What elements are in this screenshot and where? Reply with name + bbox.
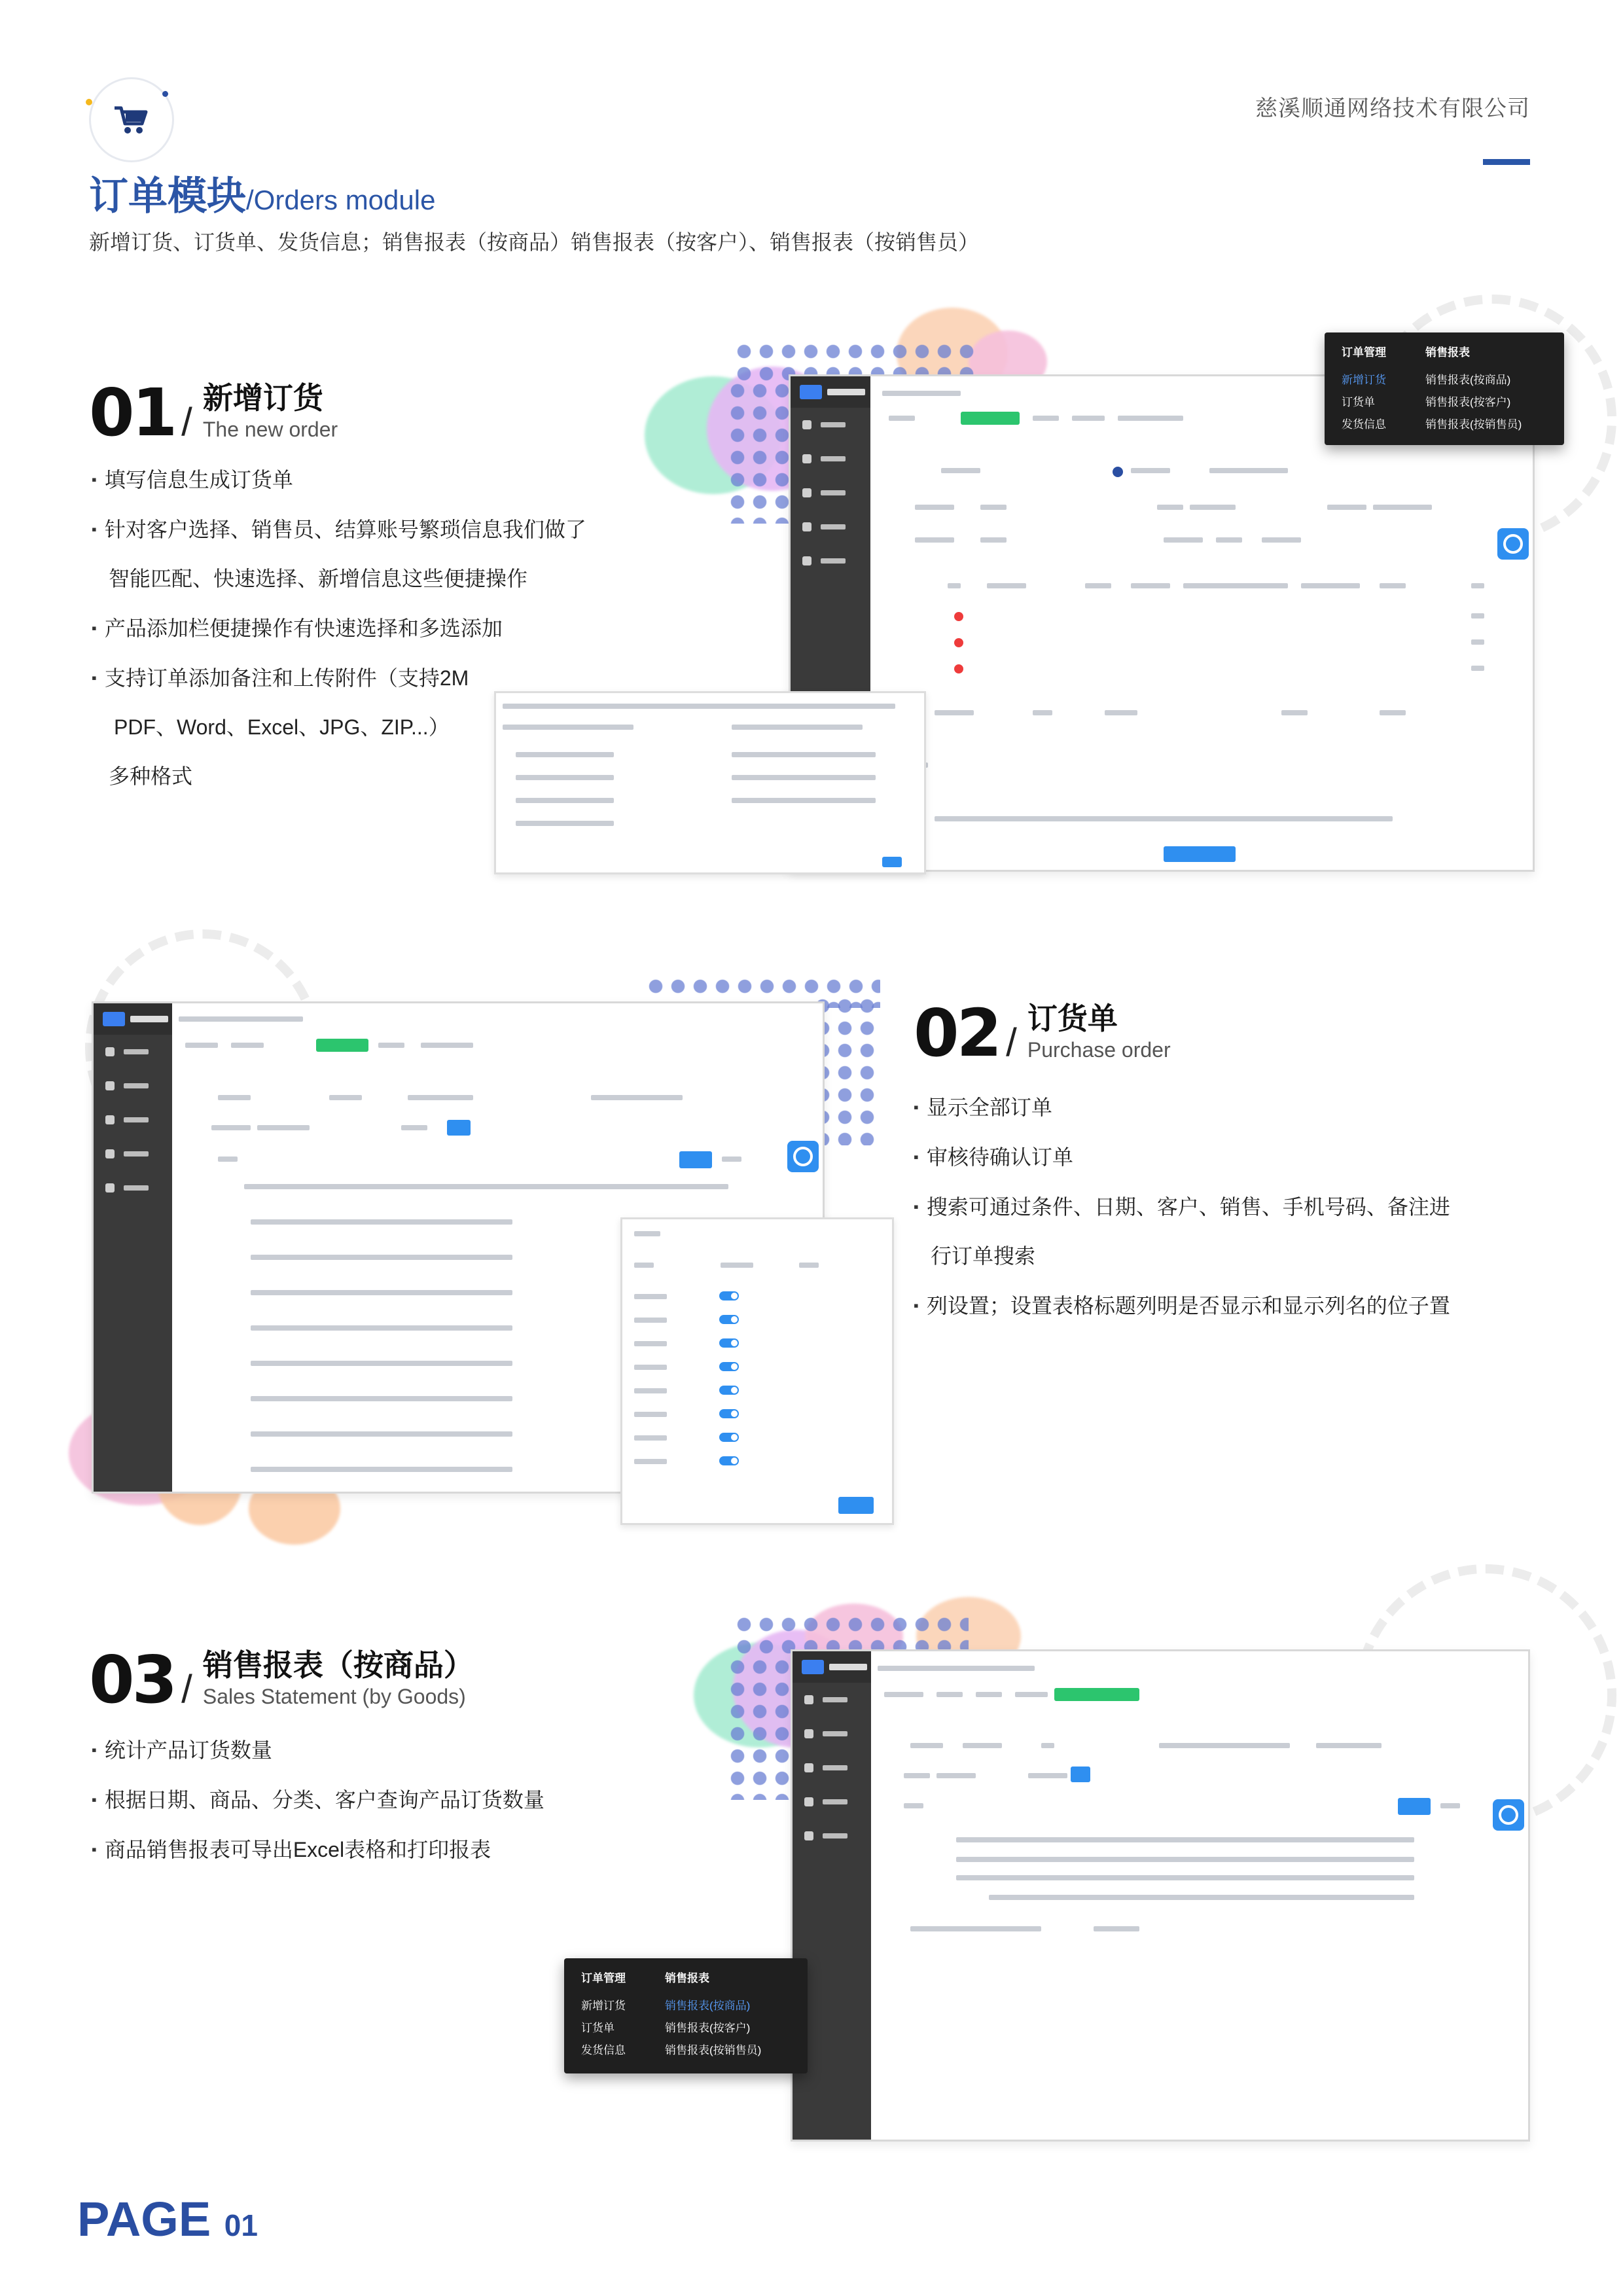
nav-menu-popup [564,1958,808,2073]
section-02-heading: 02 / 订货单 Purchase order [914,995,1171,1071]
bullet-item: ▪ 根据日期、商品、分类、客户查询产品订货数量 [92,1775,544,1825]
section-03-title-cn: 销售报表（按商品） [202,1648,474,1682]
bullet-item: ▪ 填写信息生成订货单 [92,455,586,505]
company-name: 慈溪顺通网络技术有限公司 [1255,96,1530,121]
section-03-number: 03 [89,1641,175,1718]
company-underline [1483,159,1530,165]
bullet-item: ▪ 产品添加栏便捷操作有快速选择和多选添加 [92,603,586,653]
settings-float-button [787,1141,819,1172]
app-sidebar [94,1003,172,1492]
section-01-heading: 01 / 新增订货 The new order [89,374,338,451]
menu-header-order-mgmt: 订单管理 [581,1972,626,1984]
settings-float-button [1493,1799,1524,1831]
section-02-title-en: Purchase order [1027,1038,1171,1062]
module-title-en: /Orders module [246,185,436,215]
section-02-bullets [914,1083,1450,1331]
screenshot-sales-report [791,1649,1530,2142]
page-number-label [77,2191,258,2247]
section-03-heading: 03 / 销售报表（按商品） Sales Statement (by Goods) [89,1641,474,1718]
bullet-continuation: PDF、Word、Excel、JPG、ZIP...） [114,715,450,739]
menu-item-report-salesman[interactable]: 销售报表(按销售员) [665,2044,762,2056]
menu-item-shipping[interactable]: 发货信息 [581,2044,626,2056]
bullet-item: ▪ 显示全部订单 [914,1083,1450,1132]
section-03-bullets [92,1725,544,1874]
section-01-bullets [92,455,586,801]
menu-header-sales-report: 销售报表 [1425,346,1470,359]
bullet-item: ▪ 商品销售报表可导出Excel表格和打印报表 [92,1825,544,1874]
bullet-item: ▪ 针对客户选择、销售员、结算账号繁琐信息我们做了 [92,505,586,554]
bullet-item: ▪ 列设置；设置表格标题列明是否显示和显示列名的位子置 [914,1281,1450,1331]
bullet-continuation: 多种格式 [109,764,193,788]
menu-item-new-order[interactable]: 新增订货 [1342,374,1386,386]
menu-item-new-order[interactable]: 新增订货 [581,2000,626,2012]
shopping-cart-icon [113,104,150,135]
bullet-item: ▪ 搜索可通过条件、日期、客户、销售、手机号码、备注进 [914,1182,1450,1232]
nav-menu-popup [1325,332,1564,445]
section-03-title-en: Sales Statement (by Goods) [202,1685,466,1708]
section-01-title-en: The new order [202,418,338,441]
section-02-number: 02 [914,995,1000,1071]
section-02-title-cn: 订货单 [1027,1001,1118,1035]
module-title-cn: 订单模块 [89,174,246,218]
bullet-continuation: 智能匹配、快速选择、新增信息这些便捷操作 [109,567,528,590]
module-title [89,165,435,221]
menu-item-report-goods[interactable]: 销售报表(按商品) [665,2000,751,2012]
menu-item-purchase-order[interactable]: 订货单 [1342,396,1375,408]
section-01-title-cn: 新增订货 [202,381,323,415]
page-number: 01 [224,2208,258,2242]
bullet-item: ▪ 支持订单添加备注和上传附件（支持2M [92,653,586,703]
menu-item-shipping[interactable]: 发货信息 [1342,418,1386,431]
menu-header-order-mgmt: 订单管理 [1342,346,1386,359]
menu-item-report-customer[interactable]: 销售报表(按客户) [1425,396,1511,408]
module-description: 新增订货、订货单、发货信息；销售报表（按商品）销售报表（按客户）、销售报表（按销售员） [89,230,980,254]
menu-item-report-goods[interactable]: 销售报表(按商品) [1425,374,1511,386]
logo [89,77,174,162]
page-word: PAGE [77,2192,211,2246]
section-01-number: 01 [89,374,175,451]
decor-dots [726,380,798,524]
menu-item-report-salesman[interactable]: 销售报表(按销售员) [1425,418,1522,431]
settings-float-button [1497,528,1529,560]
bullet-continuation: 行订单搜索 [931,1244,1036,1268]
column-settings-panel [620,1217,894,1525]
bullet-item: ▪ 审核待确认订单 [914,1132,1450,1182]
menu-item-purchase-order[interactable]: 订货单 [581,2022,615,2034]
menu-header-sales-report: 销售报表 [665,1972,709,1984]
bullet-item: ▪ 统计产品订货数量 [92,1725,544,1775]
menu-item-report-customer[interactable]: 销售报表(按客户) [665,2022,751,2034]
